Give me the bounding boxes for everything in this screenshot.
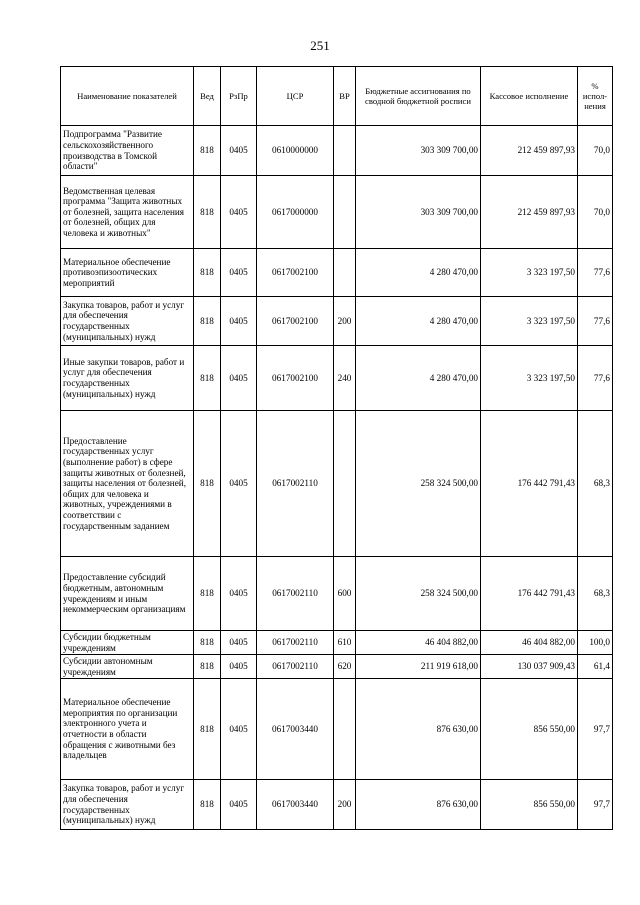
row-rzpr: 0405 bbox=[221, 557, 257, 631]
row-name: Иные закупки товаров, работ и услуг для обеспечения государственных (муниципальных) нужд bbox=[61, 346, 194, 411]
row-rzpr: 0405 bbox=[221, 126, 257, 176]
row-assignments: 258 324 500,00 bbox=[356, 557, 481, 631]
row-csr: 0617002110 bbox=[257, 557, 334, 631]
row-ved: 818 bbox=[194, 126, 221, 176]
header-percent: % испол-нения bbox=[578, 67, 613, 126]
table-row bbox=[61, 557, 613, 631]
row-cash: 212 459 897,93 bbox=[481, 176, 578, 249]
row-ved: 818 bbox=[194, 679, 221, 780]
row-assignments: 876 630,00 bbox=[356, 780, 481, 830]
row-cash: 3 323 197,50 bbox=[481, 249, 578, 297]
header-rzpr: РзПр bbox=[221, 67, 257, 126]
row-percent: 97,7 bbox=[578, 679, 613, 780]
row-ved: 818 bbox=[194, 297, 221, 346]
row-name: Подпрограмма "Развитие сельскохозяйственного производства в Томской области" bbox=[61, 126, 194, 176]
row-csr: 0617002100 bbox=[257, 249, 334, 297]
row-csr: 0617003440 bbox=[257, 780, 334, 830]
row-ved: 818 bbox=[194, 346, 221, 411]
row-ved: 818 bbox=[194, 780, 221, 830]
row-percent: 77,6 bbox=[578, 249, 613, 297]
header-csr: ЦСР bbox=[257, 67, 334, 126]
table-body bbox=[61, 126, 613, 830]
row-rzpr: 0405 bbox=[221, 655, 257, 679]
row-name: Предоставление государственных услуг (выполнение работ) в сфере защиты животных от болезней, защиты населения от болезней, общих для человека и животных, учреждениями в соответствии с государственным заданием bbox=[61, 411, 194, 557]
row-vr bbox=[334, 679, 356, 780]
table-row bbox=[61, 346, 613, 411]
row-rzpr: 0405 bbox=[221, 176, 257, 249]
budget-execution-table bbox=[60, 66, 613, 830]
row-assignments: 258 324 500,00 bbox=[356, 411, 481, 557]
row-assignments: 4 280 470,00 bbox=[356, 346, 481, 411]
row-cash: 3 323 197,50 bbox=[481, 297, 578, 346]
table-row bbox=[61, 679, 613, 780]
row-percent: 70,0 bbox=[578, 126, 613, 176]
row-percent: 68,3 bbox=[578, 557, 613, 631]
row-vr: 200 bbox=[334, 780, 356, 830]
table-row bbox=[61, 126, 613, 176]
row-assignments: 211 919 618,00 bbox=[356, 655, 481, 679]
row-percent: 97,7 bbox=[578, 780, 613, 830]
row-name: Субсидии автономным учреждениям bbox=[61, 655, 194, 679]
row-csr: 0610000000 bbox=[257, 126, 334, 176]
row-rzpr: 0405 bbox=[221, 631, 257, 655]
row-percent: 77,6 bbox=[578, 297, 613, 346]
row-cash: 176 442 791,43 bbox=[481, 557, 578, 631]
table-row bbox=[61, 249, 613, 297]
row-rzpr: 0405 bbox=[221, 249, 257, 297]
row-name: Материальное обеспечение мероприятия по организации электронного учета и отчетности в области обращения с животными без владельцев bbox=[61, 679, 194, 780]
row-name: Субсидии бюджетным учреждениям bbox=[61, 631, 194, 655]
row-name: Предоставление субсидий бюджетным, автономным учреждениям и иным некоммерческим организациям bbox=[61, 557, 194, 631]
row-vr: 610 bbox=[334, 631, 356, 655]
row-assignments: 303 309 700,00 bbox=[356, 176, 481, 249]
row-ved: 818 bbox=[194, 176, 221, 249]
row-cash: 212 459 897,93 bbox=[481, 126, 578, 176]
row-cash: 856 550,00 bbox=[481, 780, 578, 830]
row-rzpr: 0405 bbox=[221, 780, 257, 830]
row-assignments: 4 280 470,00 bbox=[356, 297, 481, 346]
row-percent: 68,3 bbox=[578, 411, 613, 557]
row-cash: 856 550,00 bbox=[481, 679, 578, 780]
table-row bbox=[61, 780, 613, 830]
row-name: Материальное обеспечение противоэпизоотических мероприятий bbox=[61, 249, 194, 297]
row-percent: 100,0 bbox=[578, 631, 613, 655]
row-ved: 818 bbox=[194, 631, 221, 655]
row-csr: 0617002110 bbox=[257, 411, 334, 557]
table-row bbox=[61, 411, 613, 557]
row-vr: 600 bbox=[334, 557, 356, 631]
row-cash: 3 323 197,50 bbox=[481, 346, 578, 411]
row-csr: 0617002100 bbox=[257, 346, 334, 411]
row-rzpr: 0405 bbox=[221, 346, 257, 411]
table-header-row bbox=[61, 67, 613, 126]
row-csr: 0617000000 bbox=[257, 176, 334, 249]
page-number: 251 bbox=[310, 38, 330, 53]
row-csr: 0617002110 bbox=[257, 655, 334, 679]
row-ved: 818 bbox=[194, 557, 221, 631]
row-assignments: 46 404 882,00 bbox=[356, 631, 481, 655]
row-rzpr: 0405 bbox=[221, 411, 257, 557]
row-percent: 70,0 bbox=[578, 176, 613, 249]
row-csr: 0617002100 bbox=[257, 297, 334, 346]
row-name: Ведомственная целевая программа "Защита животных от болезней, защита населения от болезней, общих для человека и животных" bbox=[61, 176, 194, 249]
row-vr bbox=[334, 249, 356, 297]
row-assignments: 4 280 470,00 bbox=[356, 249, 481, 297]
row-percent: 77,6 bbox=[578, 346, 613, 411]
row-vr bbox=[334, 126, 356, 176]
row-vr: 200 bbox=[334, 297, 356, 346]
row-csr: 0617002110 bbox=[257, 631, 334, 655]
row-name: Закупка товаров, работ и услуг для обеспечения государственных (муниципальных) нужд bbox=[61, 297, 194, 346]
header-name: Наименование показателей bbox=[61, 67, 194, 126]
row-vr bbox=[334, 176, 356, 249]
row-cash: 130 037 909,43 bbox=[481, 655, 578, 679]
row-rzpr: 0405 bbox=[221, 679, 257, 780]
row-cash: 176 442 791,43 bbox=[481, 411, 578, 557]
header-vr: ВР bbox=[334, 67, 356, 126]
row-ved: 818 bbox=[194, 411, 221, 557]
row-vr: 620 bbox=[334, 655, 356, 679]
table-row bbox=[61, 176, 613, 249]
row-ved: 818 bbox=[194, 249, 221, 297]
row-ved: 818 bbox=[194, 655, 221, 679]
table-row bbox=[61, 655, 613, 679]
row-assignments: 876 630,00 bbox=[356, 679, 481, 780]
row-cash: 46 404 882,00 bbox=[481, 631, 578, 655]
header-cash: Кассовое исполнение bbox=[481, 67, 578, 126]
header-ved: Вед bbox=[194, 67, 221, 126]
header-assignments: Бюджетные ассигнования по сводной бюджетной росписи bbox=[356, 67, 481, 126]
row-name: Закупка товаров, работ и услуг для обеспечения государственных (муниципальных) нужд bbox=[61, 780, 194, 830]
row-percent: 61,4 bbox=[578, 655, 613, 679]
row-rzpr: 0405 bbox=[221, 297, 257, 346]
row-vr: 240 bbox=[334, 346, 356, 411]
table-row bbox=[61, 631, 613, 655]
row-assignments: 303 309 700,00 bbox=[356, 126, 481, 176]
row-vr bbox=[334, 411, 356, 557]
table-row bbox=[61, 297, 613, 346]
row-csr: 0617003440 bbox=[257, 679, 334, 780]
